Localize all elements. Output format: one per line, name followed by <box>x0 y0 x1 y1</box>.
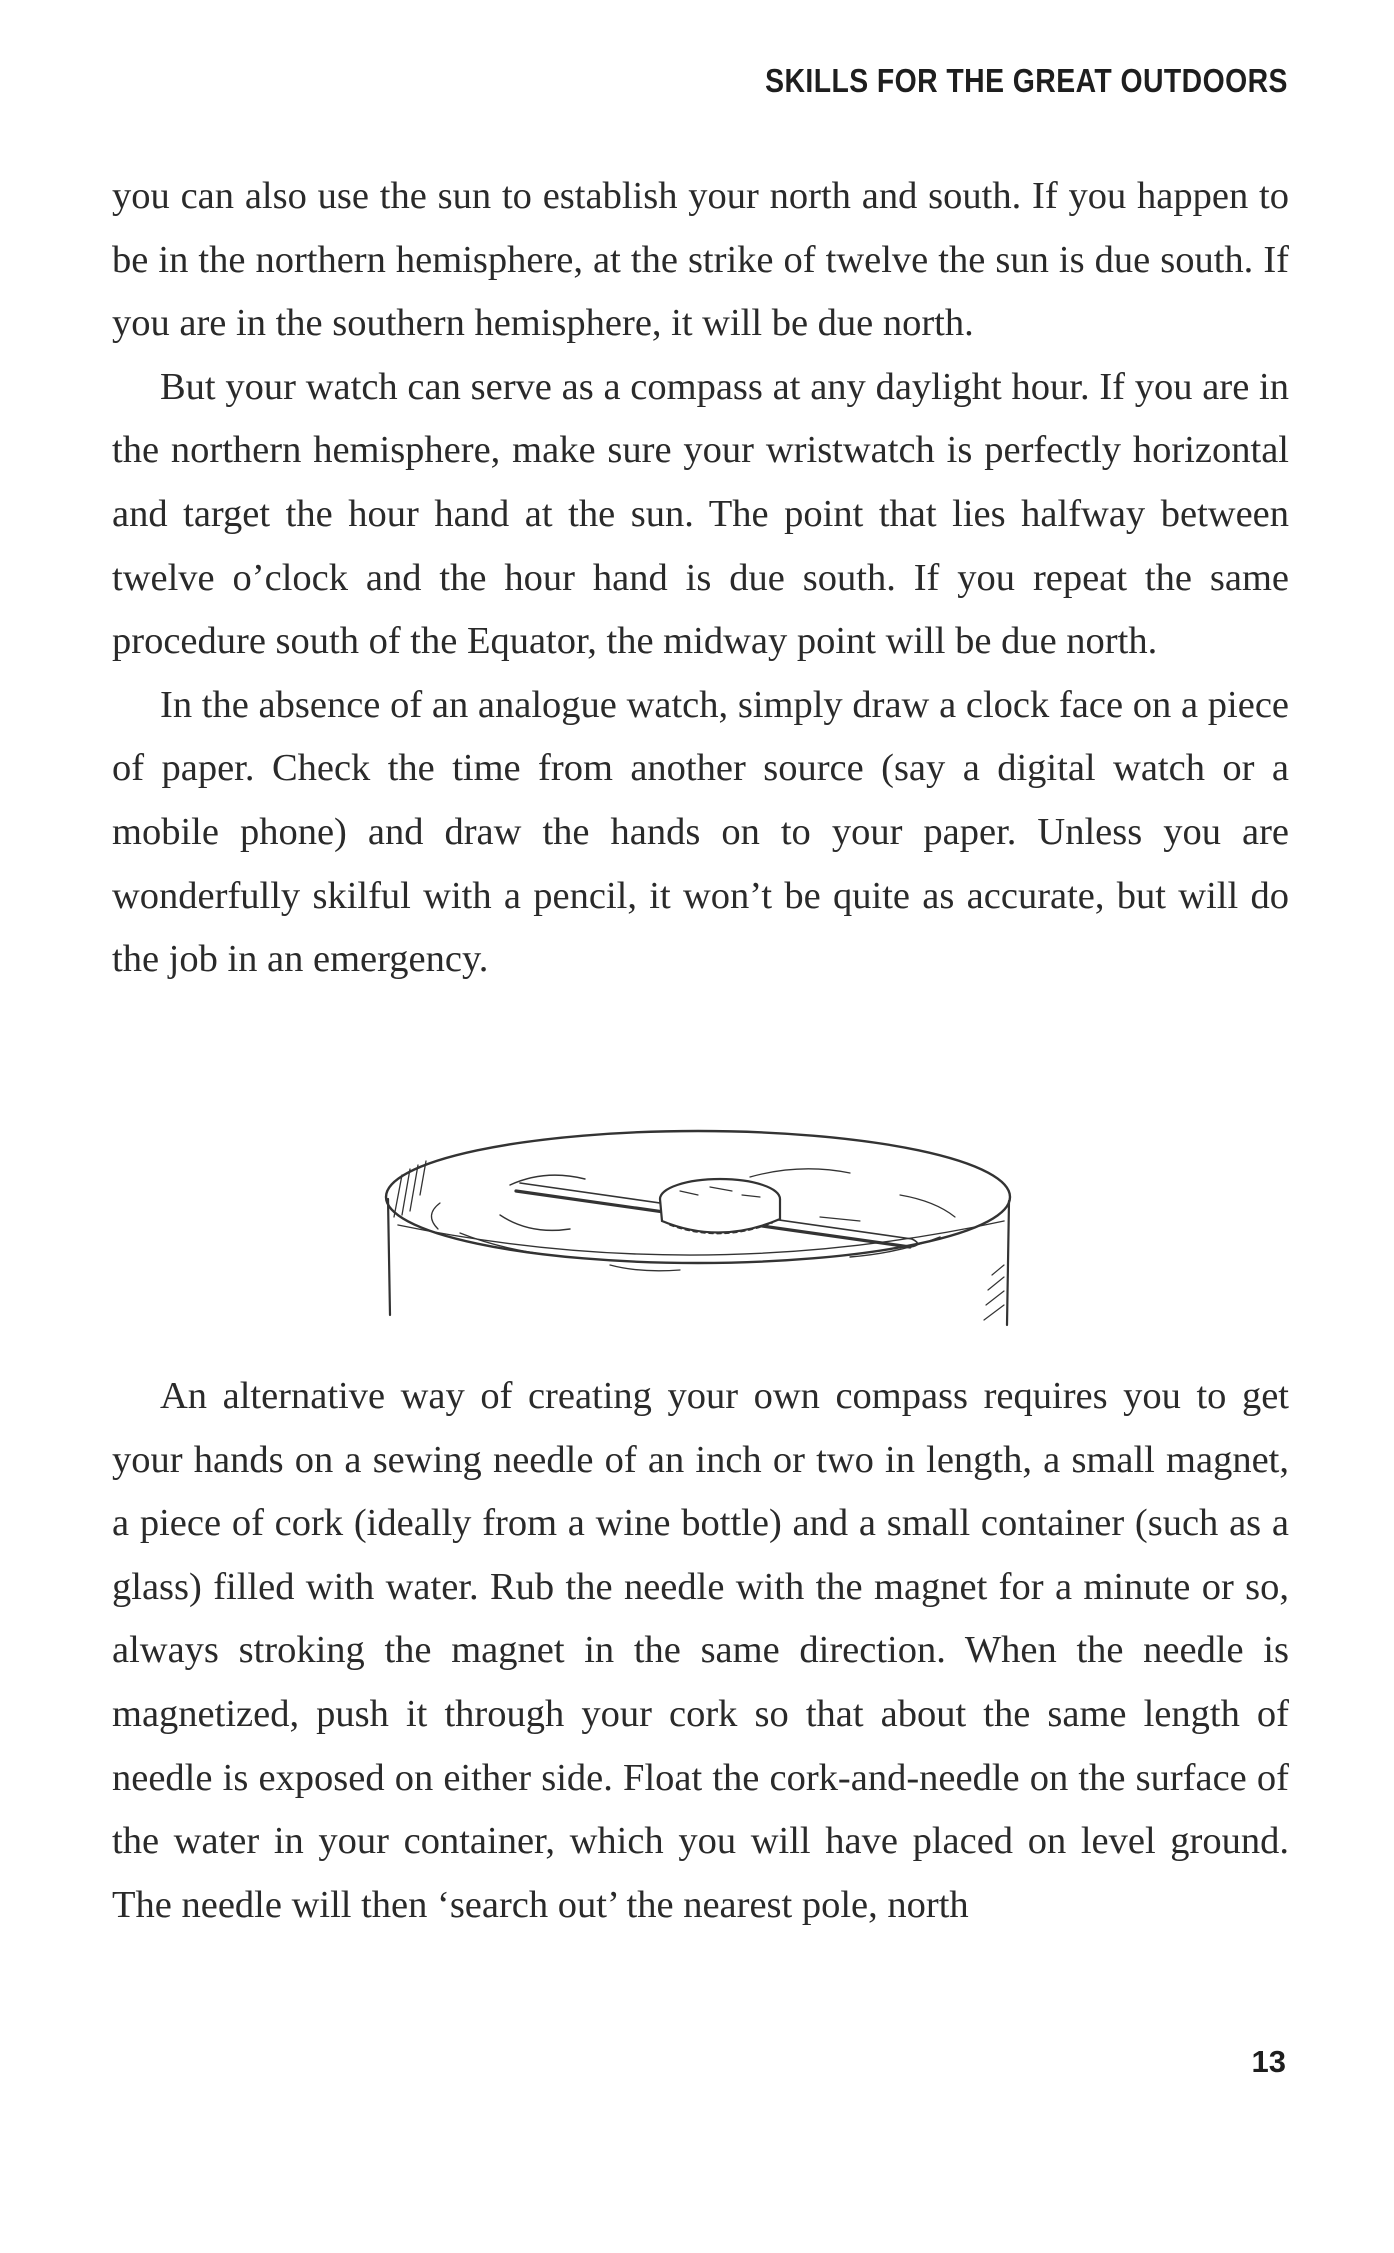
floating-needle-compass-icon <box>380 1125 1020 1340</box>
paragraph: But your watch can serve as a compass at any daylight hour. If you are in the northern hemisphere, make sure your wristwatch is perfectly horizontal and target the hour hand at the sun. The point that lies halfway between twelve o’clock and the hour hand is due south. If you repeat the same procedure south of the Equator, the midway point will be due north. <box>112 365 1289 663</box>
paragraph: In the absence of an analogue watch, simply draw a clock face on a piece of paper. Check the time from another source (say a digital watch or a mobile phone) and draw the hands on to your paper. Unless you are wonderfully skilful with a pencil, it won’t be quite as accurate, but will do the job in an emergency. <box>112 683 1289 981</box>
page-number: 13 <box>1251 2044 1286 2079</box>
running-head: SKILLS FOR THE GREAT OUTDOORS <box>765 62 1288 99</box>
body-text-bottom <box>112 1365 1289 1937</box>
paragraph: you can also use the sun to establish your north and south. If you happen to be in the northern hemisphere, at the strike of twelve the sun is due south. If you are in the southern hemisphere, it will be due north. <box>112 175 1289 345</box>
paragraph: An alternative way of creating your own compass requires you to get your hands on a sewing needle of an inch or two in length, a small magnet, a piece of cork (ideally from a wine bottle) and a small container (such as a glass) filled with water. Rub the needle with the magnet for a minute or so, always stroking the magnet in the same direction. When the needle is magnetized, push it through your cork so that about the same length of needle is exposed on either side. Float the cork-and-needle on the surface of the water in your container, which you will have placed on level ground. The needle will then ‘search out’ the nearest pole, north <box>112 1375 1289 1926</box>
body-text-top <box>112 165 1289 992</box>
